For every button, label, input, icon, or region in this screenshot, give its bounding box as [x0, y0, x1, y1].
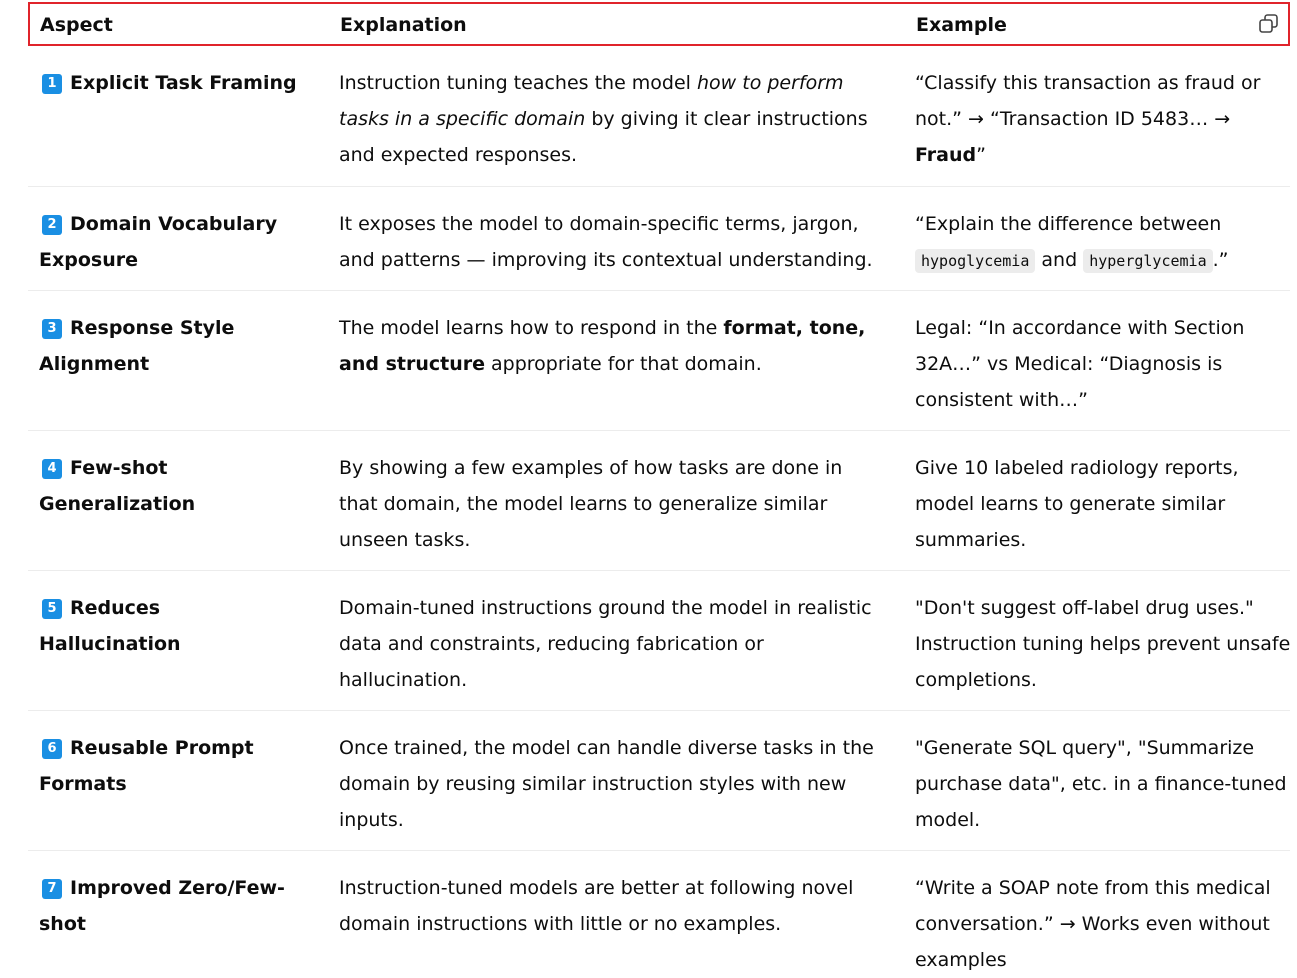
header-aspect: Aspect: [40, 14, 113, 36]
aspect-label: Reduces Hallucination: [39, 597, 181, 655]
aspect-label: Few-shot Generalization: [39, 457, 196, 515]
number-badge: 2: [42, 215, 62, 235]
example-cell: Give 10 labeled radiology reports, model learns to generate similar summaries.: [915, 457, 1239, 551]
example-cell: "Generate SQL query", "Summarize purchase data", etc. in a finance-tuned model.: [915, 737, 1287, 831]
table-row: [28, 851, 1290, 977]
explanation-cell: [339, 310, 879, 382]
explanation-text: appropriate for that domain.: [484, 353, 762, 375]
aspect-label: Domain Vocabulary Exposure: [39, 213, 278, 271]
explanation-cell: Instruction-tuned models are better at following novel domain instructions with little or no examples.: [339, 877, 854, 935]
number-badge: 3: [42, 319, 62, 339]
number-badge: 1: [42, 74, 62, 94]
example-text: .”: [1212, 249, 1229, 271]
aspect-cell: [39, 730, 304, 802]
table-row: [28, 431, 1290, 571]
explanation-text: The model learns how to respond in the: [339, 317, 724, 339]
header-explanation: Explanation: [340, 14, 467, 36]
aspect-cell: [39, 310, 304, 382]
number-badge: 5: [42, 599, 62, 619]
aspect-label: Explicit Task Framing: [70, 72, 297, 94]
number-badge: 6: [42, 739, 62, 759]
explanation-text: Instruction tuning teaches the model: [339, 72, 698, 94]
aspect-label: Reusable Prompt Formats: [39, 737, 254, 795]
explanation-text: by giving it clear instructions and expected responses.: [339, 108, 868, 166]
table-row: [28, 711, 1290, 851]
aspect-cell: [39, 65, 304, 101]
number-badge: 4: [42, 459, 62, 479]
comparison-table: [28, 0, 1290, 977]
aspect-label: Improved Zero/Few-shot: [39, 877, 285, 935]
example-bold: Fraud: [915, 144, 977, 166]
aspect-cell: [39, 870, 304, 942]
table-body: [28, 46, 1290, 977]
explanation-italic: how to perform tasks in a specific domain: [339, 72, 844, 130]
table-row: [28, 571, 1290, 711]
example-text: and: [1035, 249, 1084, 271]
example-cell: Legal: “In accordance with Section 32A…” vs Medical: “Diagnosis is consistent with…”: [915, 317, 1245, 411]
aspect-cell: [39, 206, 304, 278]
aspect-cell: [39, 590, 304, 662]
example-cell: [915, 206, 1295, 279]
explanation-cell: It exposes the model to domain-specific terms, jargon, and patterns — improving its contextual understanding.: [339, 213, 873, 271]
header-example: Example: [916, 14, 1007, 36]
explanation-cell: By showing a few examples of how tasks are done in that domain, the model learns to generalize similar unseen tasks.: [339, 457, 843, 551]
aspect-cell: [39, 450, 304, 522]
explanation-cell: Once trained, the model can handle diverse tasks in the domain by reusing similar instruction styles with new inputs.: [339, 737, 874, 831]
table-row: [28, 187, 1290, 291]
copy-icon[interactable]: [1258, 13, 1280, 35]
example-text: “Classify this transaction as fraud or not.” → “Transaction ID 5483… →: [915, 72, 1261, 130]
example-cell: "Don't suggest off-label drug uses." Instruction tuning helps prevent unsafe completions.: [915, 597, 1291, 691]
explanation-cell: [339, 65, 879, 173]
table-row: [28, 46, 1290, 187]
inline-code: hypoglycemia: [915, 249, 1035, 273]
example-text: ”: [976, 144, 986, 166]
table-row: [28, 291, 1290, 431]
explanation-cell: Domain-tuned instructions ground the model in realistic data and constraints, reducing fabrication or hallucination.: [339, 597, 872, 691]
example-cell: [915, 65, 1295, 173]
example-text: “Explain the difference between: [915, 213, 1222, 235]
aspect-label: Response Style Alignment: [39, 317, 235, 375]
table-header: [28, 2, 1290, 46]
example-cell: “Write a SOAP note from this medical conversation.” → Works even without examples: [915, 877, 1271, 971]
inline-code: hyperglycemia: [1083, 249, 1212, 273]
explanation-bold: format, tone, and structure: [339, 317, 866, 375]
number-badge: 7: [42, 879, 62, 899]
